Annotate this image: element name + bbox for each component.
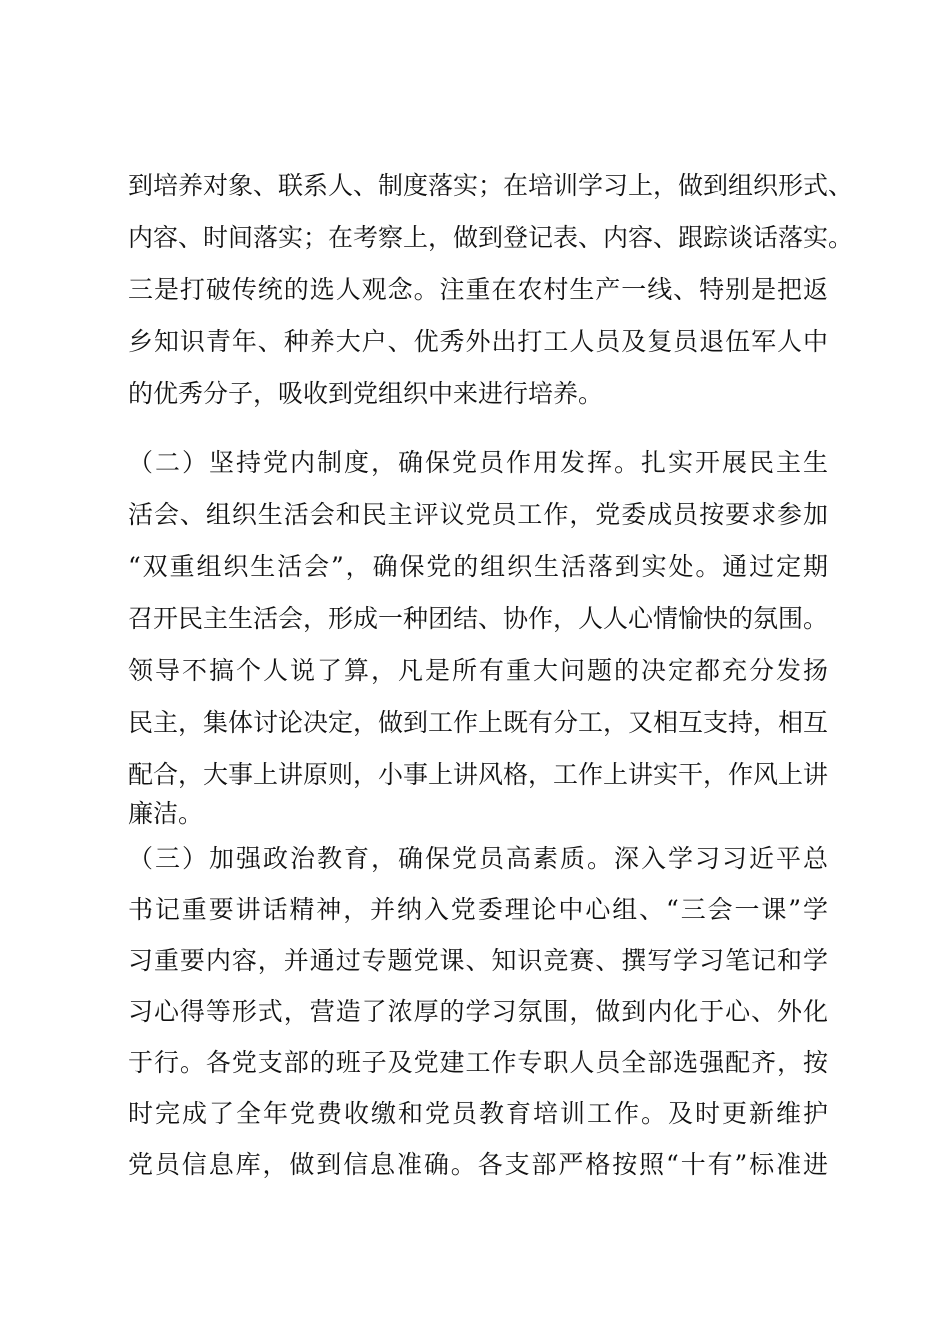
body-text-line: 乡知识青年、种养大户、优秀外出打工人员及复员退伍军人中: [128, 327, 828, 356]
section-heading-line: （三）加强政治教育，确保党员高素质。深入学习习近平总: [128, 844, 828, 873]
body-text-line: 民主，集体讨论决定，做到工作上既有分工，又相互支持，相互: [128, 708, 829, 737]
body-text-line: 于行。各党支部的班子及党建工作专职人员全部选强配齐，按: [128, 1048, 828, 1077]
body-text-line: 廉洁。: [128, 799, 204, 828]
body-text-line: 习重要内容，并通过专题党课、知识竞赛、撰写学习笔记和学: [128, 946, 828, 975]
body-text-line: “双重组织生活会”，确保党的组织生活落到实处。通过定期: [128, 552, 828, 581]
body-text-line: 党员信息库，做到信息准确。各支部严格按照“十有”标准进: [128, 1150, 828, 1179]
body-text-line: 习心得等形式，营造了浓厚的学习氛围，做到内化于心、外化: [128, 997, 828, 1026]
body-text-line: 时完成了全年党费收缴和党员教育培训工作。及时更新维护: [128, 1099, 828, 1128]
body-text-line: 书记重要讲话精神，并纳入党委理论中心组、“三会一课”学: [128, 895, 828, 924]
body-text-line: 领导不搞个人说了算，凡是所有重大问题的决定都充分发扬: [128, 656, 828, 685]
body-text-line: 配合，大事上讲原则，小事上讲风格，工作上讲实干，作风上讲: [128, 760, 829, 789]
body-text-line: 活会、组织生活会和民主评议党员工作，党委成员按要求参加: [128, 500, 828, 529]
body-text-line: 内容、时间落实；在考察上，做到登记表、内容、跟踪谈话落实。: [128, 223, 854, 252]
body-text-line: 召开民主生活会，形成一种团结、协作，人人心情愉快的氛围。: [128, 604, 829, 633]
section-heading-line: （二）坚持党内制度，确保党员作用发挥。扎实开展民主生: [128, 448, 828, 477]
body-text-line: 的优秀分子，吸收到党组织中来进行培养。: [128, 379, 604, 408]
body-text-line: 三是打破传统的选人观念。注重在农村生产一线、特别是把返: [128, 275, 828, 304]
body-text-line: 到培养对象、联系人、制度落实；在培训学习上，做到组织形式、: [128, 171, 854, 200]
